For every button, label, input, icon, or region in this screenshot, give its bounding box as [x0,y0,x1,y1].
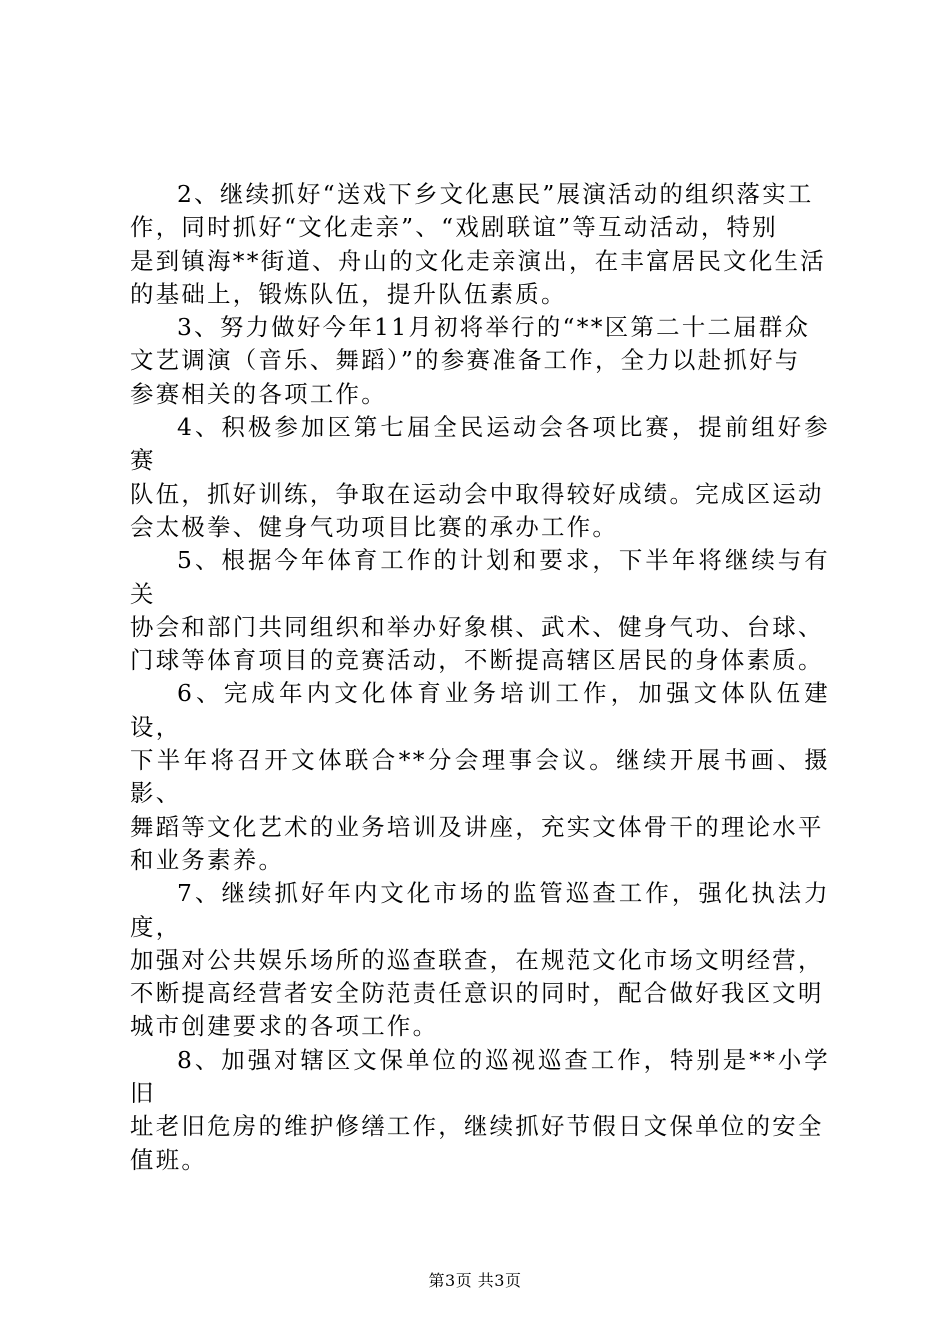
paragraph-item-5: 5、根据今年体育工作的计划和要求，下半年将继续与有关 协会和部门共同组织和举办好象棋、武术、健身气功、台球、 门球等体育项目的竞赛活动，不断提高辖区居民的身体素质。 [130,546,830,675]
paragraph-item-2: 2、继续抓好“送戏下乡文化惠民”展演活动的组织落实工 作，同时抓好“文化走亲”、“戏剧联谊”等互动活动，特别 是到镇海**街道、舟山的文化走亲演出，在丰富居民文化生活 的基础上，锻炼队伍，提升队伍素质。 [130,180,826,308]
paragraph-item-6: 6、完成年内文化体育业务培训工作，加强文体队伍建设， 下半年将召开文体联合**分会理事会议。继续开展书画、摄影、 舞蹈等文化艺术的业务培训及讲座，充实文体骨干的理论水平 和业务素养。 [130,679,830,874]
paragraph-item-7: 7、继续抓好年内文化市场的监管巡查工作，强化执法力度， 加强对公共娱乐场所的巡查联查，在规范文化市场文明经营， 不断提高经营者安全防范责任意识的同时，配合做好我区文明 城市创建要求的各项工作。 [130,879,830,1041]
paragraph-item-3: 3、努力做好今年11月初将举行的“**区第二十二届群众 文艺调演（音乐、舞蹈）”的参赛准备工作，全力以赴抓好与 参赛相关的各项工作。 [130,313,811,408]
document-body [130,178,830,1177]
page-number-footer: 第3页 共3页 [428,1271,522,1290]
paragraph-item-8: 8、加强对辖区文保单位的巡视巡查工作，特别是**小学旧 址老旧危房的维护修缮工作，继续抓好节假日文保单位的安全 值班。 [130,1045,830,1174]
paragraph-item-4: 4、积极参加区第七届全民运动会各项比赛，提前组好参赛 队伍，抓好训练，争取在运动会中取得较好成绩。完成区运动 会太极拳、健身气功项目比赛的承办工作。 [130,413,830,541]
